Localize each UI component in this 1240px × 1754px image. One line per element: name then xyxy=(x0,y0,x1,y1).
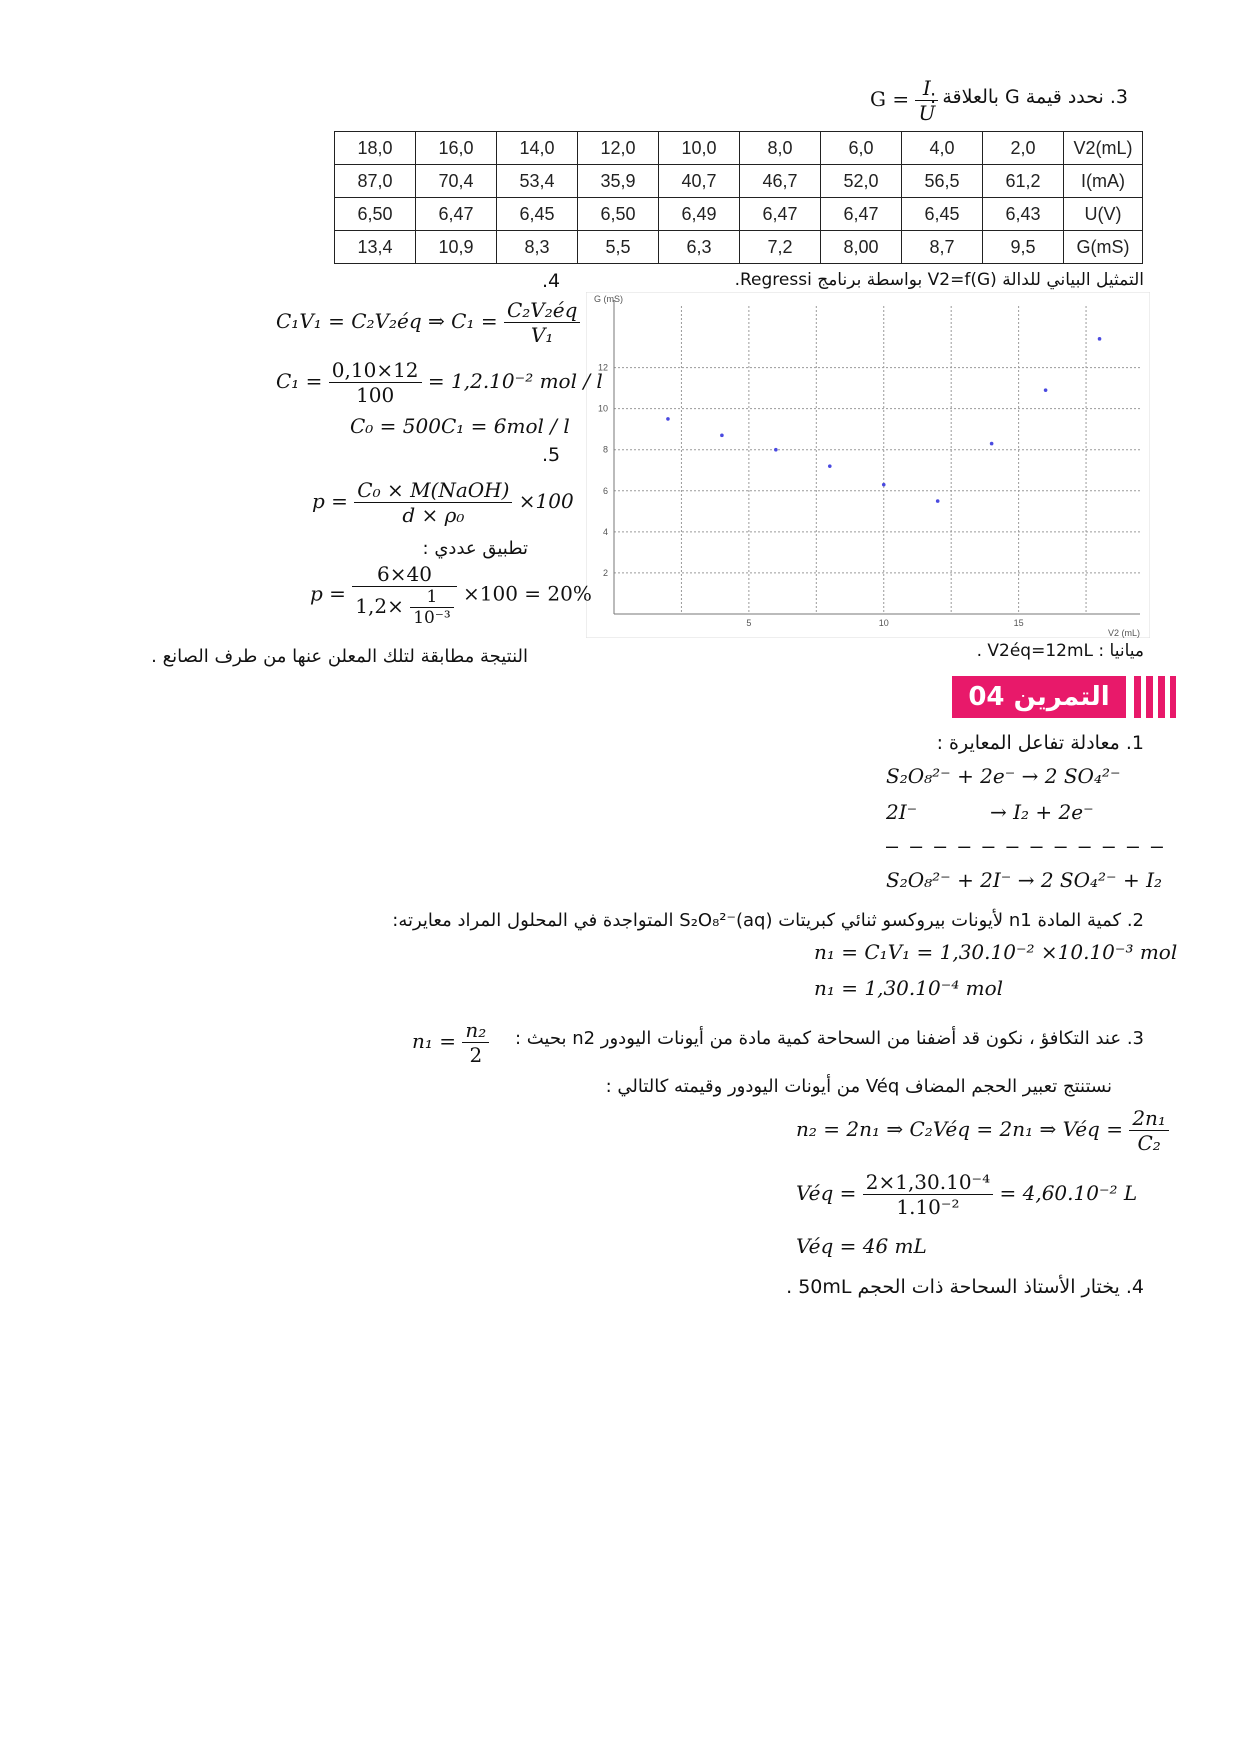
y-tick-label: 8 xyxy=(602,444,608,455)
veq-expression-num: 2n₁ xyxy=(1129,1106,1169,1131)
n1-n2-relation xyxy=(412,1018,489,1067)
p-numeric-den xyxy=(352,587,456,628)
x-axis-label: V2 (mL) xyxy=(1107,628,1140,638)
table-row-label: G(mS) xyxy=(1064,231,1143,264)
left-q4-number: .4 xyxy=(542,270,561,292)
overall-reaction: S₂O₈²⁻ + 2I⁻ → 2 SO₄²⁻ + I₂ xyxy=(886,868,1162,892)
table-row xyxy=(335,231,1143,264)
data-point xyxy=(774,448,778,452)
q1-line xyxy=(937,732,1144,754)
banner-stripe-1 xyxy=(1134,676,1141,718)
q3-text: عند التكافؤ ، نكون قد أضفنا من السحاحة كمية مادة من أيونات اليودور n2 بحيث : xyxy=(514,1028,1122,1049)
table-cell: 40,7 xyxy=(659,165,740,198)
table-cell: 6,0 xyxy=(821,132,902,165)
p-formula xyxy=(312,478,574,527)
table-cell: 6,3 xyxy=(659,231,740,264)
banner-stripe-2 xyxy=(1146,676,1153,718)
c1-relation-fraction xyxy=(504,298,580,347)
g-formula xyxy=(870,76,938,125)
c1-value-rhs: = 1,2.10⁻² mol / l xyxy=(427,369,603,393)
p-numeric-inner-num: 1 xyxy=(410,587,453,608)
p-formula-num: C₀ × M(NaOH) xyxy=(354,478,512,503)
y-tick-label: 10 xyxy=(597,403,608,414)
p-formula-rhs: ×100 xyxy=(518,489,574,513)
p-numeric-inner-fraction xyxy=(410,587,453,628)
c1-value-lhs: C₁ = xyxy=(276,369,323,393)
table-cell: 9,5 xyxy=(983,231,1064,264)
p-numeric-inner-den: 10⁻³ xyxy=(413,608,451,628)
n1-n2-relation-num: n₂ xyxy=(462,1018,489,1043)
table-cell: 10,0 xyxy=(659,132,740,165)
table-row-label: U(V) xyxy=(1064,198,1143,231)
n1-value: n₁ = 1,30.10⁻⁴ mol xyxy=(814,976,1004,1000)
p-numeric-rhs: ×100 = 20% xyxy=(463,581,592,606)
c1-value-num: 0,10×12 xyxy=(329,358,422,383)
n1-expression: n₁ = C₁V₁ = 1,30.10⁻² ×10.10⁻³ mol xyxy=(814,940,1178,964)
banner-stripe-3 xyxy=(1158,676,1165,718)
table-cell: 6,49 xyxy=(659,198,740,231)
table-cell: 8,3 xyxy=(497,231,578,264)
q3-line xyxy=(515,1028,1144,1049)
c1-relation-text: C₁V₁ = C₂V₂éq ⇒ C₁ = xyxy=(276,309,498,333)
data-point xyxy=(1098,337,1102,341)
veq-value-fraction xyxy=(863,1170,993,1219)
table-cell: 70,4 xyxy=(416,165,497,198)
table-cell: 8,0 xyxy=(740,132,821,165)
g-formula-lhs: G = xyxy=(870,87,910,111)
p-numeric-den-a: 1,2× xyxy=(355,594,404,618)
part3-line xyxy=(930,86,1128,108)
table-row xyxy=(335,132,1143,165)
chart-frame xyxy=(586,292,1150,638)
table-cell: 13,4 xyxy=(335,231,416,264)
table-row xyxy=(335,198,1143,231)
c1-value-fraction xyxy=(329,358,422,407)
table-cell: 52,0 xyxy=(821,165,902,198)
data-point xyxy=(1044,388,1048,392)
data-point xyxy=(990,442,994,446)
half-reaction-1: S₂O₈²⁻ + 2e⁻ → 2 SO₄²⁻ xyxy=(886,764,1121,788)
table-cell: 6,45 xyxy=(497,198,578,231)
table-cell: 6,50 xyxy=(578,198,659,231)
table-cell: 8,00 xyxy=(821,231,902,264)
p-formula-fraction xyxy=(354,478,512,527)
veq-value-rhs: = 4,60.10⁻² L xyxy=(999,1181,1138,1205)
y-tick-label: 2 xyxy=(602,567,608,578)
table-cell: 10,9 xyxy=(416,231,497,264)
g-formula-num: I xyxy=(915,76,938,101)
table-cell: 6,43 xyxy=(983,198,1064,231)
table-cell: 16,0 xyxy=(416,132,497,165)
data-point xyxy=(936,499,940,503)
data-point xyxy=(882,483,886,487)
p-formula-lhs: p = xyxy=(312,489,348,513)
table-cell: 12,0 xyxy=(578,132,659,165)
c1-relation-den: V₁ xyxy=(530,323,554,347)
q4-line xyxy=(786,1276,1144,1298)
veq-result: Véq = 46 mL xyxy=(796,1234,927,1258)
q2-number: 2. xyxy=(1126,910,1144,931)
scatter-chart xyxy=(586,292,1150,638)
x-tick-label: 10 xyxy=(878,618,889,628)
data-point xyxy=(828,464,832,468)
graph-caption: التمثيل البياني للدالة V2=f(G) بواسطة برنامج Regressi. xyxy=(734,270,1144,290)
table-cell: 46,7 xyxy=(740,165,821,198)
table-cell: 18,0 xyxy=(335,132,416,165)
q2-text: كمية المادة n1 لأيونات بيروكسو ثنائي كبريتات S₂O₈²⁻(aq) المتواجدة في المحلول المراد معايرته: xyxy=(392,910,1122,931)
table-cell: 6,47 xyxy=(821,198,902,231)
table-cell: 7,2 xyxy=(740,231,821,264)
numeric-application-label: تطبيق عددي : xyxy=(422,538,528,559)
c1-value xyxy=(276,358,603,407)
table-cell: 2,0 xyxy=(983,132,1064,165)
table-row xyxy=(335,165,1143,198)
n1-n2-relation-fraction xyxy=(462,1018,489,1067)
q3-number: 3. xyxy=(1126,1028,1144,1049)
y-tick-label: 4 xyxy=(602,526,608,537)
q1-text: معادلة تفاعل المعايرة : xyxy=(936,732,1120,754)
exercise-title: التمرين 04 xyxy=(952,676,1126,718)
g-formula-den: U xyxy=(918,101,936,125)
table-cell: 53,4 xyxy=(497,165,578,198)
graph-result: ميانيا : V2éq=12mL . xyxy=(976,641,1144,661)
veq-expression-den: C₂ xyxy=(1137,1131,1161,1155)
c0-value: C₀ = 500C₁ = 6mol / l xyxy=(350,414,570,438)
p-numeric-num: 6×40 xyxy=(352,562,456,587)
veq-value xyxy=(796,1170,1137,1219)
table-cell: 4,0 xyxy=(902,132,983,165)
table-cell: 6,47 xyxy=(740,198,821,231)
veq-expression-fraction xyxy=(1129,1106,1169,1155)
table-cell: 8,7 xyxy=(902,231,983,264)
part3-number: 3. xyxy=(1109,86,1128,108)
table-cell: 35,9 xyxy=(578,165,659,198)
veq-value-num: 2×1,30.10⁻⁴ xyxy=(863,1170,993,1195)
veq-value-den: 1.10⁻² xyxy=(896,1195,960,1219)
q1-number: 1. xyxy=(1125,732,1144,754)
conclusion-text: النتيجة مطابقة لتلك المعلن عنها من طرف الصانع . xyxy=(151,646,528,667)
c1-value-den: 100 xyxy=(356,383,395,407)
g-formula-fraction xyxy=(915,76,938,125)
table-cell: 56,5 xyxy=(902,165,983,198)
data-point xyxy=(666,417,670,421)
table-cell: 6,50 xyxy=(335,198,416,231)
n1-n2-relation-lhs: n₁ = xyxy=(412,1029,457,1053)
banner-stripe-4 xyxy=(1170,676,1176,718)
q3-deduction: نستنتج تعبير الحجم المضاف Véq من أيونات اليودور وقيمته كالتالي : xyxy=(605,1076,1112,1097)
data-table xyxy=(334,131,1143,264)
p-numeric xyxy=(310,562,592,628)
table-row-label: I(mA) xyxy=(1064,165,1143,198)
dash-separator: – – – – – – – – – – – – xyxy=(886,834,1163,858)
table-cell: 61,2 xyxy=(983,165,1064,198)
part3-text: نحدد قيمة G بالعلاقة : xyxy=(929,86,1104,108)
table-cell: 6,45 xyxy=(902,198,983,231)
x-tick-label: 5 xyxy=(746,618,752,628)
p-formula-den: d × ρ₀ xyxy=(402,503,465,527)
left-q5-number: .5 xyxy=(542,444,561,466)
veq-expression-text: n₂ = 2n₁ ⇒ C₂Véq = 2n₁ ⇒ Véq = xyxy=(796,1117,1123,1141)
c1-relation xyxy=(276,298,580,347)
table-cell: 6,47 xyxy=(416,198,497,231)
table-row-label: V2(mL) xyxy=(1064,132,1143,165)
half-reaction-2-left: 2I⁻ xyxy=(886,800,918,824)
q4-text: يختار الأستاذ السحاحة ذات الحجم 50mL . xyxy=(786,1276,1120,1298)
c1-relation-num: C₂V₂éq xyxy=(504,298,580,323)
half-reaction-2-right: → I₂ + 2e⁻ xyxy=(990,800,1094,824)
q4-number: 4. xyxy=(1125,1276,1144,1298)
x-tick-label: 15 xyxy=(1013,618,1024,628)
p-numeric-fraction xyxy=(352,562,456,628)
p-numeric-lhs: p = xyxy=(310,581,346,606)
table-cell: 87,0 xyxy=(335,165,416,198)
veq-value-lhs: Véq = xyxy=(796,1181,857,1205)
table-cell: 14,0 xyxy=(497,132,578,165)
data-point xyxy=(720,434,724,438)
y-axis-label: G (mS) xyxy=(594,294,623,304)
y-tick-label: 6 xyxy=(602,485,608,496)
n1-n2-relation-den: 2 xyxy=(469,1043,483,1067)
y-tick-label: 12 xyxy=(597,362,608,373)
veq-expression xyxy=(796,1106,1169,1155)
table-cell: 5,5 xyxy=(578,231,659,264)
q2-line xyxy=(392,910,1144,931)
